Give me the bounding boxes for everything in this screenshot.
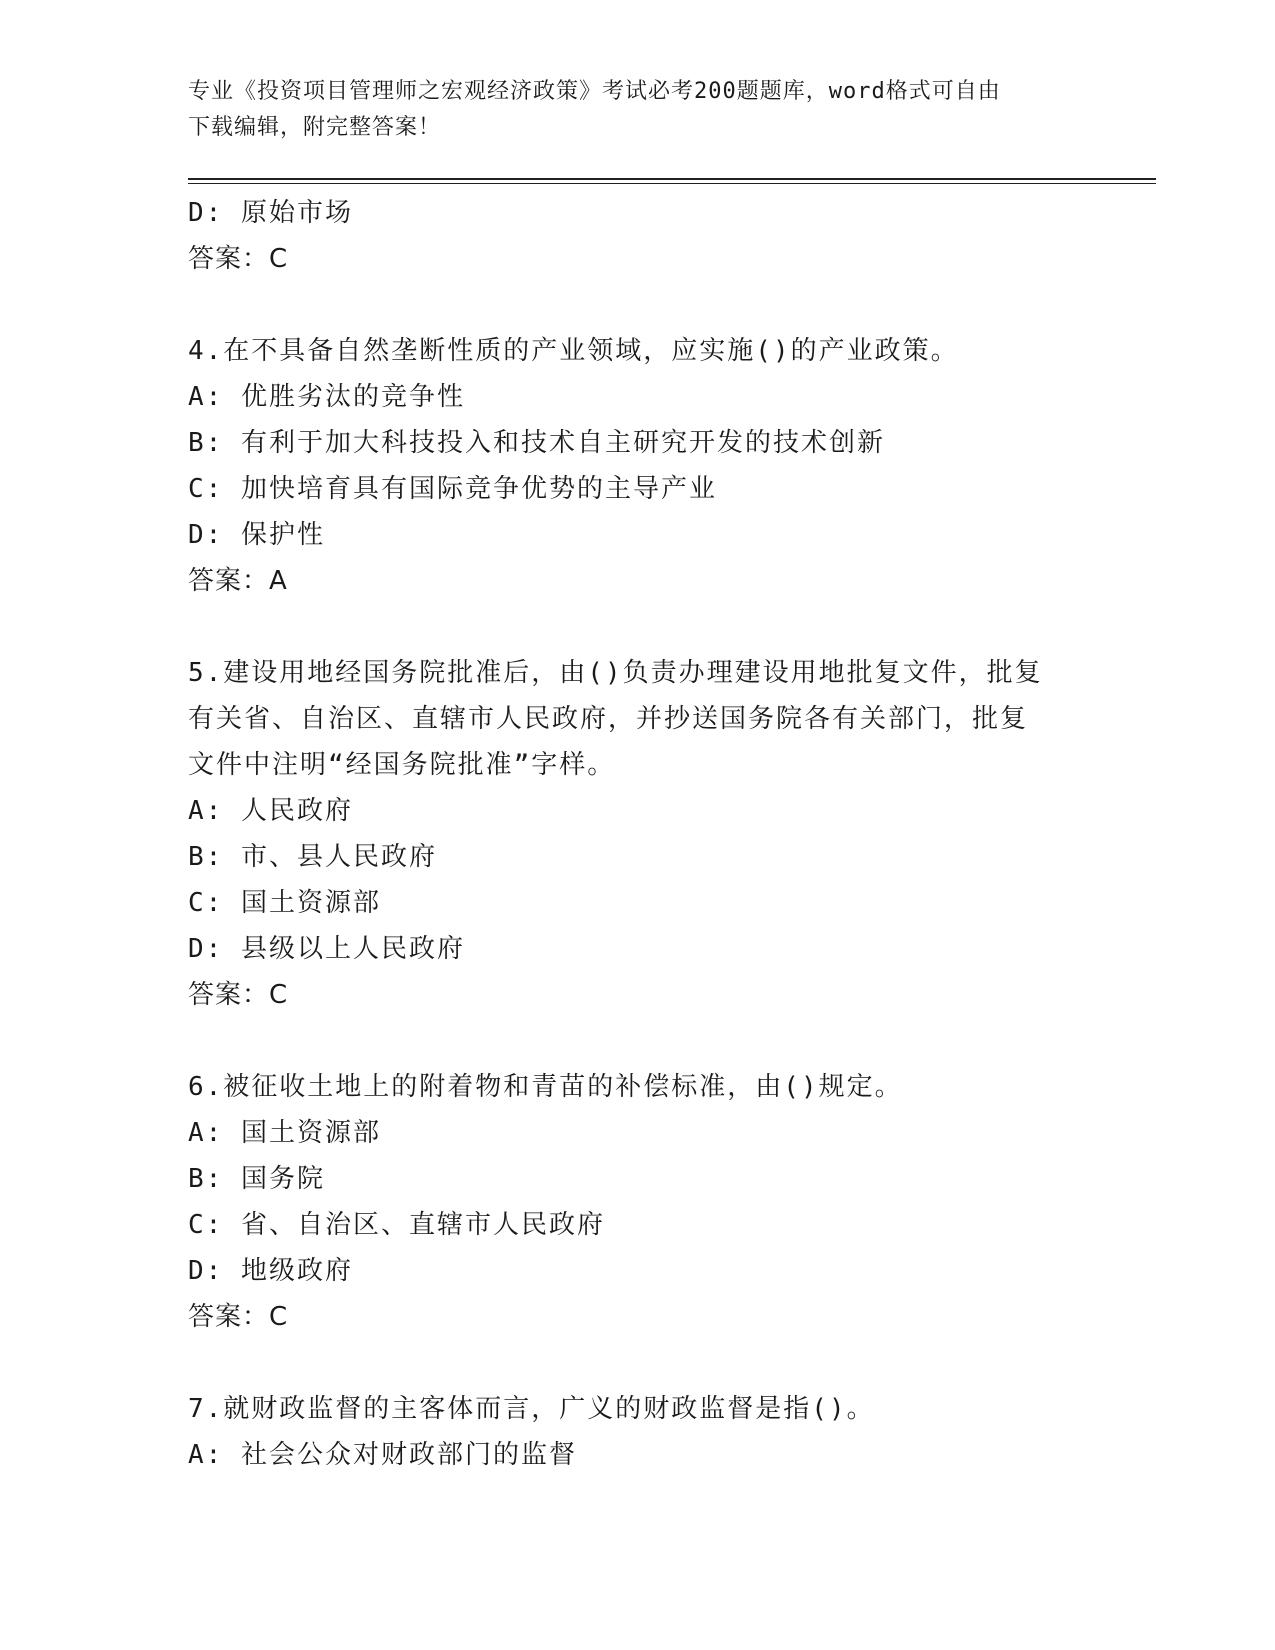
option-b: B: 国务院 bbox=[188, 1164, 325, 1194]
document-body bbox=[188, 190, 1088, 1478]
answer: 答案：C bbox=[188, 244, 289, 274]
question-text-line-3: 文件中注明“经国务院批准”字样。 bbox=[188, 750, 616, 780]
spacer bbox=[188, 282, 1088, 328]
answer: 答案：C bbox=[188, 1302, 289, 1332]
question-text: 4.在不具备自然垄断性质的产业领域，应实施()的产业政策。 bbox=[188, 336, 959, 366]
option-c: C: 加快培育具有国际竞争优势的主导产业 bbox=[188, 474, 717, 504]
question-5 bbox=[188, 650, 1088, 1018]
question-text-line-1: 5.建设用地经国务院批准后，由()负责办理建设用地批复文件，批复 bbox=[188, 658, 1043, 688]
header-divider-thick bbox=[188, 178, 1156, 180]
spacer bbox=[188, 1018, 1088, 1064]
option-b: B: 有利于加大科技投入和技术自主研究开发的技术创新 bbox=[188, 428, 885, 458]
option-a: A: 国土资源部 bbox=[188, 1118, 381, 1148]
spacer bbox=[188, 1340, 1088, 1386]
header-line-2: 下载编辑，附完整答案！ bbox=[188, 115, 442, 140]
option-d: D: 原始市场 bbox=[188, 198, 353, 228]
question-4 bbox=[188, 328, 1088, 604]
question-7 bbox=[188, 1386, 1088, 1478]
question-text: 7.就财政监督的主客体而言，广义的财政监督是指()。 bbox=[188, 1394, 875, 1424]
question-6 bbox=[188, 1064, 1088, 1340]
option-d: D: 地级政府 bbox=[188, 1256, 353, 1286]
option-c: C: 国土资源部 bbox=[188, 888, 381, 918]
option-d: D: 保护性 bbox=[188, 520, 325, 550]
option-d: D: 县级以上人民政府 bbox=[188, 934, 465, 964]
question-text: 6.被征收土地上的附着物和青苗的补偿标准，由()规定。 bbox=[188, 1072, 903, 1102]
question-text-line-2: 有关省、自治区、直辖市人民政府，并抄送国务院各有关部门，批复 bbox=[188, 704, 1029, 734]
spacer bbox=[188, 604, 1088, 650]
document-header bbox=[188, 74, 1068, 146]
option-a: A: 优胜劣汰的竞争性 bbox=[188, 382, 465, 412]
answer: 答案：A bbox=[188, 566, 288, 596]
header-divider-thin bbox=[188, 183, 1156, 184]
question-3 bbox=[188, 190, 1088, 282]
option-c: C: 省、自治区、直辖市人民政府 bbox=[188, 1210, 605, 1240]
option-a: A: 社会公众对财政部门的监督 bbox=[188, 1440, 577, 1470]
option-a: A: 人民政府 bbox=[188, 796, 353, 826]
answer: 答案：C bbox=[188, 980, 289, 1010]
option-b: B: 市、县人民政府 bbox=[188, 842, 437, 872]
header-line-1: 专业《投资项目管理师之宏观经济政策》考试必考200题题库，word格式可自由 bbox=[188, 79, 1001, 104]
